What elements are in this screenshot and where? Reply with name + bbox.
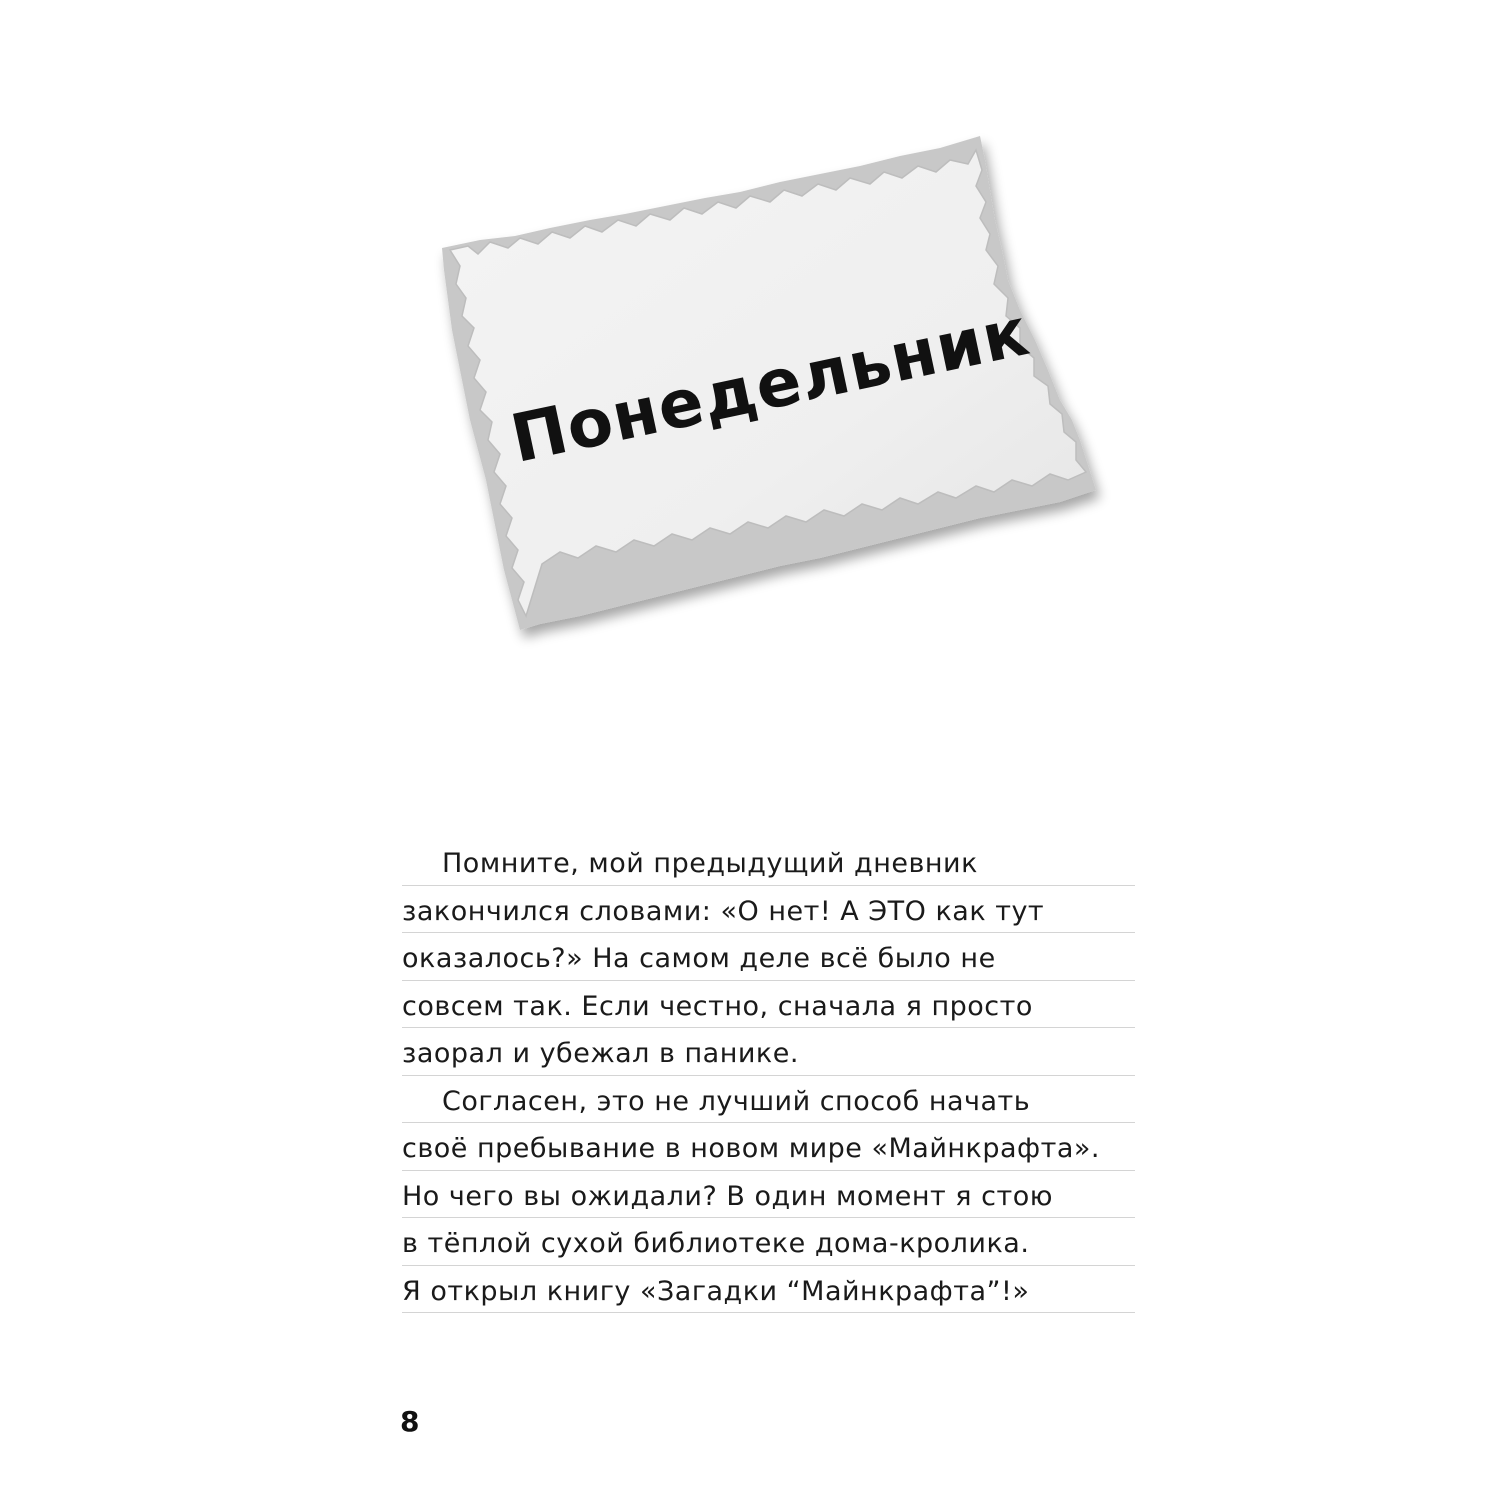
- note-title: Понедельник: [504, 292, 1036, 478]
- text-line: в тёплой сухой библиотеке дома-кролика.: [402, 1218, 1135, 1266]
- page-number: 8: [400, 1405, 420, 1438]
- text-line: совсем так. Если честно, сначала я просто: [402, 981, 1135, 1029]
- text-line: своё пребывание в новом мире «Майнкрафта».: [402, 1123, 1135, 1171]
- text-line: заорал и убежал в панике.: [402, 1028, 1135, 1076]
- torn-paper-note: [420, 120, 1120, 660]
- text-line: оказалось?» На самом деле всё было не: [402, 933, 1135, 981]
- text-line: Я открыл книгу «Загадки “Майнкрафта”!»: [402, 1266, 1135, 1314]
- text-line: Помните, мой предыдущий дневник: [402, 838, 1135, 886]
- text-line: Согласен, это не лучший способ начать: [402, 1076, 1135, 1124]
- text-line: Но чего вы ожидали? В один момент я стою: [402, 1171, 1135, 1219]
- text-line: закончился словами: «О нет! А ЭТО как тут: [402, 886, 1135, 934]
- lined-text-block: [402, 838, 1135, 1313]
